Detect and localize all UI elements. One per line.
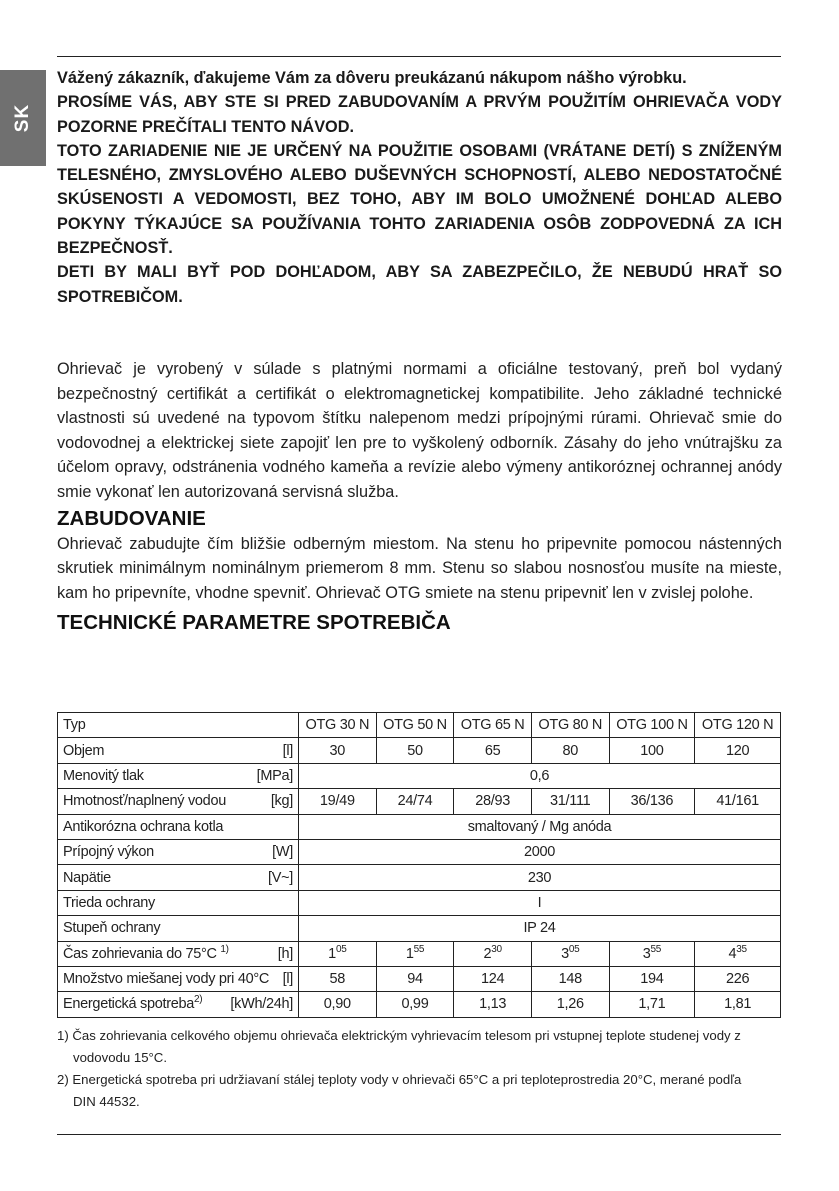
table-cell: 58 — [299, 966, 377, 991]
intro-safety-warning: TOTO ZARIADENIE NIE JE URČENÝ NA POUŽITIE OSOBAMI (VRÁTANE DETÍ) S ZNÍŽENÝM TELESNÉHO, ZMYSLOVÉHO ALEBO DUŠEVNÝCH SCHOPNOSTÍ, ALEBO NEDOSTATOČNÉ SKÚSENOSTI A VEDOMOSTI, BEZ TOHO, ABY IM BOLO UMOŽNENÉ DOHĽAD ALEBO POKYNY TÝKAJÚCE SA POUŽÍVANIA TOHTO ZARIADENIA OSÔB ZODPOVEDNÁ ZA ICH BEZPEČNOSŤ. — [57, 141, 782, 258]
table-row-weight — [58, 789, 781, 814]
row-label: Trieda ochrany — [58, 890, 299, 915]
model-header: OTG 30 N — [299, 713, 377, 738]
row-label: Napätie [V~] — [58, 865, 299, 890]
table-cell: 28/93 — [454, 789, 532, 814]
installation-heading: ZABUDOVANIE — [57, 506, 206, 530]
table-row-heating-time — [58, 941, 781, 966]
table-cell: 41/161 — [695, 789, 781, 814]
table-cell: 194 — [609, 966, 695, 991]
table-row-power — [58, 839, 781, 864]
table-cell: IP 24 — [299, 916, 781, 941]
table-cell: 2000 — [299, 839, 781, 864]
table-row-volume — [58, 738, 781, 763]
table-cell: 1,81 — [695, 992, 781, 1017]
table-cell: 31/111 — [531, 789, 609, 814]
table-row-voltage — [58, 865, 781, 890]
table-cell: $3^{05}$ — [531, 941, 609, 966]
technical-parameters-heading: TECHNICKÉ PARAMETRE SPOTREBIČA — [57, 611, 451, 635]
table-row-protection — [58, 814, 781, 839]
row-label: Stupeň ochrany — [58, 916, 299, 941]
table-cell: 24/74 — [376, 789, 454, 814]
table-cell: 19/49 — [299, 789, 377, 814]
table-cell: 1,13 — [454, 992, 532, 1017]
table-cell: 65 — [454, 738, 532, 763]
table-row-energy — [58, 992, 781, 1017]
row-label: Prípojný výkon [W] — [58, 839, 299, 864]
footnote-1: 1) Čas zohrievania celkového objemu ohrievača elektrickým vyhrievacím telesom pri vstupnej teplote studenej vody z — [57, 1028, 741, 1043]
row-label: Typ — [58, 713, 299, 738]
table-cell: 0,90 — [299, 992, 377, 1017]
row-label: Energetická spotreba$^{2)}$ [kWh/24h] — [58, 992, 299, 1017]
table-cell: 100 — [609, 738, 695, 763]
footnote-1-cont: vodovodu 15°C. — [73, 1050, 167, 1065]
table-cell: 30 — [299, 738, 377, 763]
row-label: Hmotnosť/naplnený vodou [kg] — [58, 789, 299, 814]
table-cell: 124 — [454, 966, 532, 991]
table-cell: 1,26 — [531, 992, 609, 1017]
row-label: Objem [l] — [58, 738, 299, 763]
footnote-2-cont: DIN 44532. — [73, 1094, 140, 1109]
row-label: Menovitý tlak [MPa] — [58, 763, 299, 788]
table-cell: 0,99 — [376, 992, 454, 1017]
table-cell: 80 — [531, 738, 609, 763]
intro-children-warning: DETI BY MALI BYŤ POD DOHĽADOM, ABY SA ZABEZPEČILO, ŽE NEBUDÚ HRAŤ SO SPOTREBIČOM. — [57, 263, 782, 306]
installation-paragraph: Ohrievač zabudujte čím bližšie odberným miestom. Na stenu ho pripevnite pomocou nástenných skrutiek minimálnym nominálnym priemerom 8 mm. Stenu so slabou nosnosťou musíte na mieste, kam ho pripevníte, vhodne spevniť. Ohrievač OTG smiete na stenu pripevniť len v zvislej polohe. — [57, 534, 782, 602]
model-header: OTG 65 N — [454, 713, 532, 738]
technical-parameters-table — [57, 712, 781, 1018]
general-info-paragraph: Ohrievač je vyrobený v súlade s platnými normami a oficiálne testovaný, preň bol vydaný bezpečnostný certifikát a certifikát o elektromagnetickej kompatibilite. Jeho základné technické vlastnosti sú uvedené na typovom štítku nalepenom medzi prípojnými rúrami. Ohrievač smie do vodovodnej a elektrickej siete zapojiť len pre to vyškolený odborník. Zásahy do jeho vnútrajšku za účelom opravy, odstránenia vodného kameňa a revízie alebo výmeny antikoróznej ochrannej anódy smie vykonať len autorizovaná servisná služba. — [57, 360, 782, 501]
main-body — [57, 357, 782, 636]
language-tab — [0, 70, 46, 166]
intro-read-manual: PROSÍME VÁS, ABY STE SI PRED ZABUDOVANÍM A PRVÝM POUŽITÍM OHRIEVAČA VODY POZORNE PREČÍTALI TENTO NÁVOD. — [57, 93, 782, 136]
footnotes — [57, 1025, 781, 1113]
table-cell: I — [299, 890, 781, 915]
intro-notice — [57, 66, 782, 309]
table-row-type — [58, 713, 781, 738]
row-label: Antikorózna ochrana kotla — [58, 814, 299, 839]
table-cell: 94 — [376, 966, 454, 991]
table-cell: 230 — [299, 865, 781, 890]
top-rule — [57, 56, 781, 57]
model-header: OTG 50 N — [376, 713, 454, 738]
table-cell: smaltovaný / Mg anóda — [299, 814, 781, 839]
table-cell: $4^{35}$ — [695, 941, 781, 966]
table-cell: $3^{55}$ — [609, 941, 695, 966]
table-cell: $2^{30}$ — [454, 941, 532, 966]
bottom-rule — [57, 1134, 781, 1135]
table-cell: 1,71 — [609, 992, 695, 1017]
table-cell: 148 — [531, 966, 609, 991]
table-cell: 120 — [695, 738, 781, 763]
footnote-2: 2) Energetická spotreba pri udržiavaní stálej teploty vody v ohrievači 65°C a pri teploteprostredia 20°C, merané podľa — [57, 1072, 742, 1087]
intro-greeting: Vážený zákazník, ďakujeme Vám za dôveru preukázanú nákupom nášho výrobku. — [57, 69, 687, 87]
language-tab-label: SK — [12, 103, 33, 133]
row-label: Množstvo miešanej vody pri 40°C [l] — [58, 966, 299, 991]
table-cell: 0,6 — [299, 763, 781, 788]
table-row-mixed-water — [58, 966, 781, 991]
row-label: Čas zohrievania do 75°C $^{1)}$ [h] — [58, 941, 299, 966]
table-cell: $1^{05}$ — [299, 941, 377, 966]
model-header: OTG 120 N — [695, 713, 781, 738]
table-cell: $1^{55}$ — [376, 941, 454, 966]
table-row-pressure — [58, 763, 781, 788]
table-row-class — [58, 890, 781, 915]
table-cell: 50 — [376, 738, 454, 763]
model-header: OTG 100 N — [609, 713, 695, 738]
table-cell: 36/136 — [609, 789, 695, 814]
model-header: OTG 80 N — [531, 713, 609, 738]
table-row-ip — [58, 916, 781, 941]
table-cell: 226 — [695, 966, 781, 991]
